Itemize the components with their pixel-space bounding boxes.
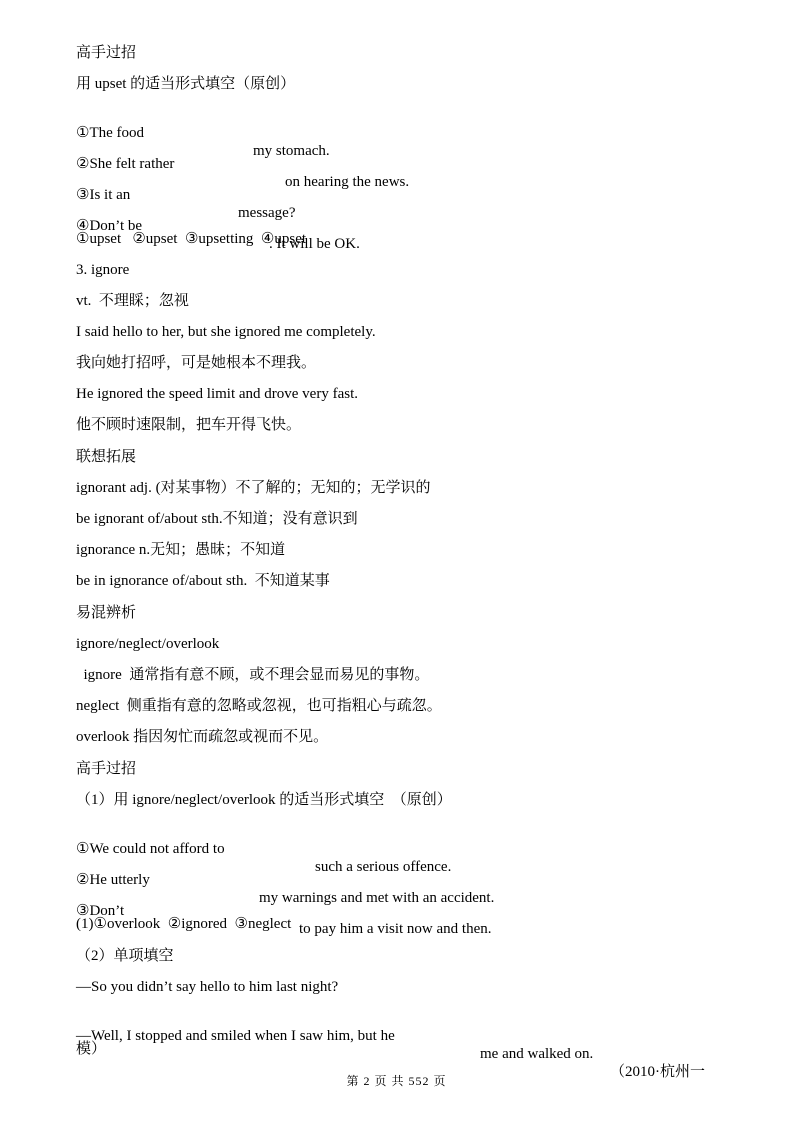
example-translation: 我向她打招呼，可是她根本不理我。 — [76, 355, 317, 371]
item-text-after-blank: me and walked on. — [480, 1046, 594, 1062]
answer-line: (1)①overlook ②ignored ③neglect — [76, 916, 292, 932]
item-text-before-blank: —Well, I stopped and smiled when I saw him, but he — [76, 1028, 395, 1044]
item-text-before-blank: ②She felt rather — [76, 156, 175, 172]
comparison-note: neglect 侧重指有意的忽略或忽视，也可指粗心与疏忽。 — [76, 698, 442, 714]
exercise-item — [76, 822, 452, 875]
dialogue-line: —So you didn’t say hello to him last night? — [76, 979, 339, 995]
related-word: ignorant adj. (对某事物）不了解的；无知的；无学识的 — [76, 480, 431, 496]
section-heading: 高手过招 — [76, 761, 137, 777]
related-word: be in ignorance of/about sth. 不知道某事 — [76, 573, 330, 589]
vocabulary-heading: 3. ignore — [76, 262, 130, 278]
comparison-note: ignore 通常指有意不顾，或不理会显而易见的事物。 — [76, 667, 430, 683]
item-text-after-blank: my warnings and met with an accident. — [259, 890, 495, 906]
exercise-instruction: （1）用 ignore/neglect/overlook 的适当形式填空 （原创） — [76, 792, 452, 808]
related-word: ignorance n.无知；愚昧；不知道 — [76, 542, 286, 558]
item-text-before-blank: ①We could not afford to — [76, 841, 225, 857]
exercise-item — [76, 168, 296, 221]
item-text-after-blank: . It will be OK. — [269, 236, 360, 252]
example-translation: 他不顾时速限制，把车开得飞快。 — [76, 417, 302, 433]
answer-line: ①upset ②upset ③upsetting ④upset — [76, 231, 307, 247]
item-text-after-blank: on hearing the news. — [285, 174, 410, 190]
section-heading: 联想拓展 — [76, 449, 137, 465]
exercise-instruction: （2）单项填空 — [76, 948, 174, 964]
source-note-continued: 模） — [76, 1041, 107, 1057]
comparison-title: ignore/neglect/overlook — [76, 636, 220, 652]
source-note: （2010·杭州一 — [610, 1064, 705, 1080]
page-number-footer: 第 2 页 共 552 页 — [346, 1074, 447, 1088]
dialogue-line — [76, 1009, 705, 1080]
item-text-before-blank: ①The food — [76, 125, 145, 141]
exercise-item — [76, 106, 330, 159]
exercise-instruction: 用 upset 的适当形式填空（原创） — [76, 76, 296, 92]
item-text-after-blank: my stomach. — [253, 143, 330, 159]
example-sentence: I said hello to her, but she ignored me completely. — [76, 324, 376, 340]
item-text-after-blank: to pay him a visit now and then. — [299, 921, 492, 937]
section-heading: 易混辨析 — [76, 605, 137, 621]
item-text-after-blank: such a serious offence. — [315, 859, 452, 875]
item-text-before-blank: ③Don’t — [76, 903, 125, 919]
example-sentence: He ignored the speed limit and drove very fast. — [76, 386, 358, 402]
item-text-before-blank: ②He utterly — [76, 872, 150, 888]
definition: vt. 不理睬；忽视 — [76, 293, 189, 309]
comparison-note: overlook 指因匆忙而疏忽或视而不见。 — [76, 729, 329, 745]
section-heading: 高手过招 — [76, 45, 137, 61]
item-text-after-blank: message? — [238, 205, 296, 221]
item-text-before-blank: ④Don’t be — [76, 218, 143, 234]
related-word: be ignorant of/about sth.不知道；没有意识到 — [76, 511, 358, 527]
item-text-before-blank: ③Is it an — [76, 187, 131, 203]
